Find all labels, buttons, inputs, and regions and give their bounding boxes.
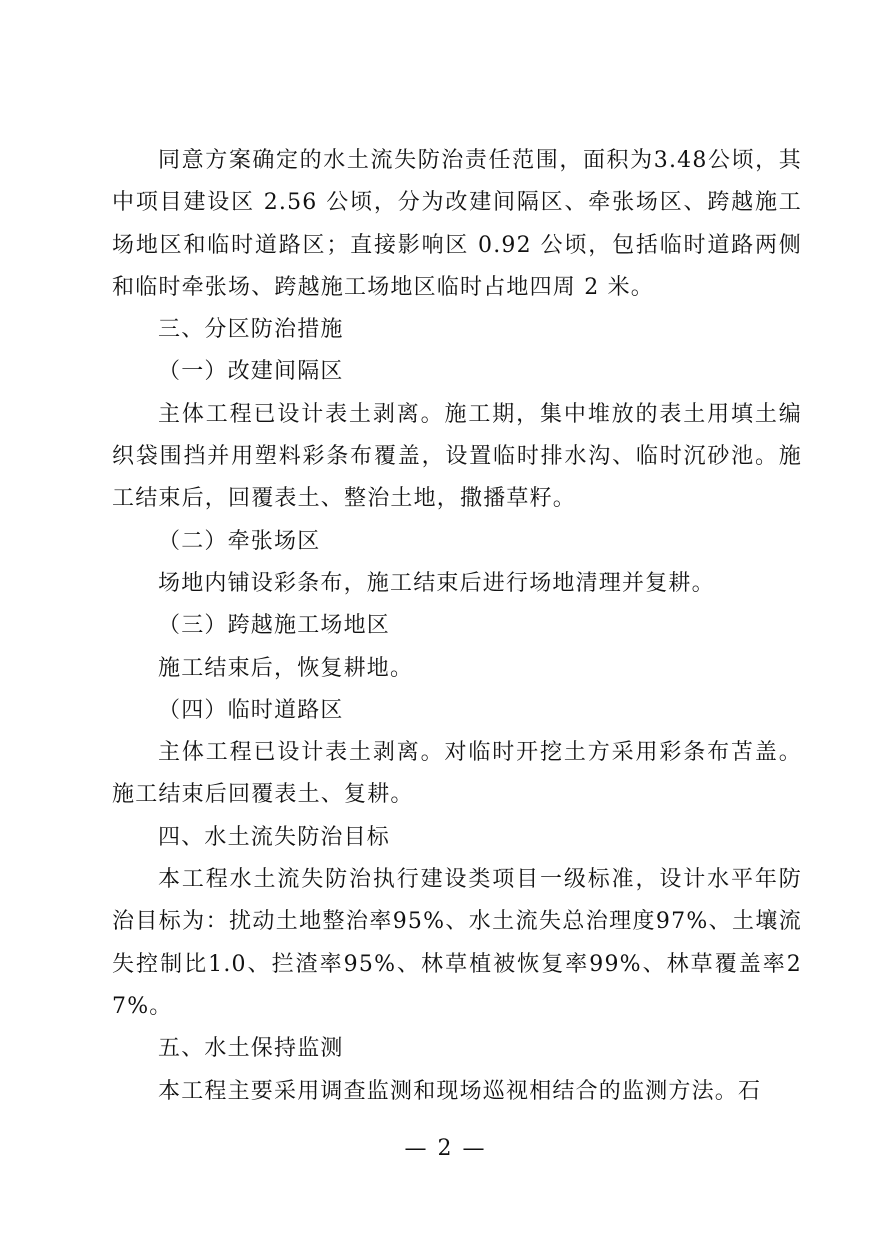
subheading-crossing-construction-area: （三）跨越施工场地区 [158, 613, 391, 639]
document-body [112, 140, 802, 1113]
paragraph-crossing-construction-measures: 施工结束后，恢复耕地。 [158, 655, 414, 681]
subheading-temporary-road-area: （四）临时道路区 [158, 697, 344, 723]
paragraph-responsibility-scope: 同意方案确定的水土流失防治责任范围，面积为3.48公顷，其中项目建设区 2.56 公顷，分为改建间隔区、牵张场区、跨越施工场地区和临时道路区；直接影响区 0.92 公顷，包括临时道路两侧和临时牵张场、跨越施工场地区临时占地四周 2 米。 [112, 148, 802, 300]
section-heading-monitoring: 五、水土保持监测 [158, 1036, 344, 1062]
subheading-tension-site-area: （二）牵张场区 [158, 528, 321, 554]
paragraph-bay-rebuild-measures: 主体工程已设计表土剥离。施工期，集中堆放的表土用填土编织袋围挡并用塑料彩条布覆盖，设置临时排水沟、临时沉砂池。施工结束后，回覆表土、整治土地，撒播草籽。 [112, 401, 802, 512]
paragraph-temporary-road-measures: 主体工程已设计表土剥离。对临时开挖土方采用彩条布苫盖。施工结束后回覆表土、复耕。 [112, 740, 802, 808]
paragraph-control-targets: 本工程水土流失防治执行建设类项目一级标准，设计水平年防治目标为：扰动土地整治率95%、水土流失总治理度97%、土壤流失控制比1.0、拦渣率95%、林草植被恢复率99%、林草覆盖率27%。 [112, 867, 802, 1019]
page-number: — 2 — [404, 1136, 487, 1161]
paragraph-monitoring-methods: 本工程主要采用调查监测和现场巡视相结合的监测方法。石 [158, 1078, 762, 1104]
paragraph-tension-site-measures: 场地内铺设彩条布，施工结束后进行场地清理并复耕。 [158, 570, 715, 596]
subheading-bay-rebuild-area: （一）改建间隔区 [158, 359, 344, 385]
section-heading-control-targets: 四、水土流失防治目标 [158, 824, 391, 850]
section-heading-zoned-measures: 三、分区防治措施 [158, 317, 344, 343]
